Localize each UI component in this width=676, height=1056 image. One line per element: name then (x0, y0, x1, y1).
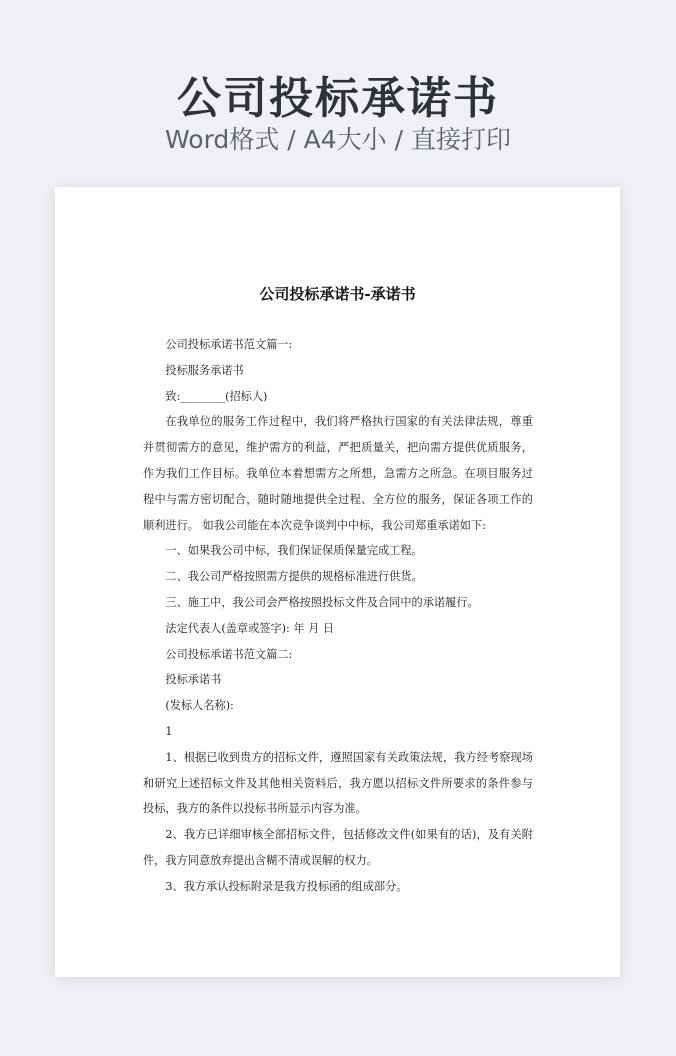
doc-paragraph: 在我单位的服务工作过程中，我们将严格执行国家的有关法律法规，尊重并贯彻需方的意见，维护需方的利益，严把质量关，把向需方提供优质服务，作为我们工作目标。我单位本着想需方之所想，急需方之所急。在项目服务过程中与需方密切配合，随时随地提供全过程、全方位的服务，保证各项工作的顺利进行。 如我公司能在本次竞争谈判中中标，我公司郑重承诺如下: (143, 415, 533, 532)
doc-paragraph: 1 (165, 724, 173, 738)
doc-paragraph: (发标人名称): (165, 699, 234, 713)
doc-paragraph: 二、我公司严格按照需方提供的规格标准进行供货。 (165, 570, 423, 584)
doc-paragraph: 投标服务承诺书 (165, 363, 244, 377)
doc-paragraph: 公司投标承诺书范文篇一: (165, 338, 293, 351)
doc-paragraph: 3、我方承认投标附录是我方投标函的组成部分。 (165, 879, 408, 893)
doc-paragraph: 致:________(招标人) (165, 389, 268, 403)
doc-paragraph: 投标承诺书 (165, 673, 222, 687)
document-page (55, 187, 620, 977)
document-title: 公司投标承诺书-承诺书 (259, 285, 416, 303)
doc-paragraph: 公司投标承诺书范文篇二: (165, 647, 293, 661)
document-body (143, 332, 533, 900)
banner-subtitle: Word格式 / A4大小 / 直接打印 (165, 125, 511, 154)
banner-title: 公司投标承诺书 (177, 73, 499, 124)
doc-paragraph: 一、如果我公司中标，我们保证保质保量完成工程。 (165, 544, 423, 558)
doc-paragraph: 2、我方已详细审核全部招标文件，包括修改文件(如果有的话)，及有关附件，我方同意放弃提出含糊不清或误解的权力。 (143, 828, 533, 867)
doc-paragraph: 三、施工中，我公司会严格按照投标文件及合同中的承诺履行。 (165, 595, 479, 609)
doc-paragraph: 1、根据已收到贵方的招标文件，遵照国家有关政策法规，我方经考察现场和研究上述招标文件及其他相关资料后，我方愿以招标文件所要求的条件参与投标，我方的条件以投标书所显示内容为准。 (143, 750, 533, 816)
doc-paragraph: 法定代表人(盖章或签字): 年 月 日 (165, 621, 334, 635)
